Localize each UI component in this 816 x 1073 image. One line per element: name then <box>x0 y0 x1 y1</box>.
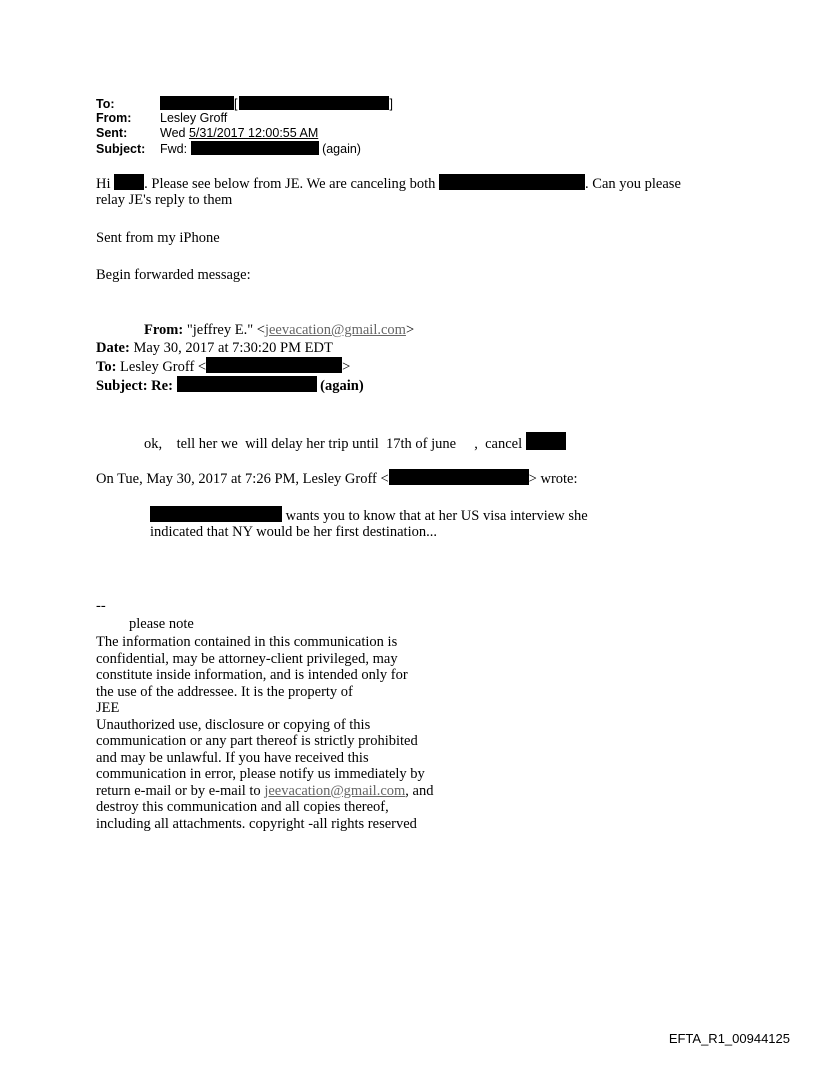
fwd-date-row <box>96 340 333 357</box>
redaction-block <box>150 506 282 522</box>
header-to-bracket-open: [ <box>234 97 238 111</box>
sent-from-iphone: Sent from my iPhone <box>96 230 220 246</box>
header-to-row <box>96 96 393 112</box>
footer-disclaimer <box>96 634 433 832</box>
footer-return-pre: return e-mail or by e-mail to <box>96 782 265 799</box>
footer-line: communication in error, please notify us immediately by <box>96 766 425 782</box>
quoted-line-1-text: wants you to know that at her US visa interview she <box>285 508 588 524</box>
fwd-subject-row <box>96 376 364 395</box>
header-to-label: To: <box>96 97 115 111</box>
footer-return-post: , and <box>405 782 434 799</box>
footer-return-line <box>96 783 433 800</box>
header-subject-prefix: Fwd: <box>160 142 188 156</box>
greeting: Hi <box>96 176 111 192</box>
redaction-block <box>239 96 389 110</box>
header-subject-label: Subject: <box>96 142 146 156</box>
message-line-2: relay JE's reply to them <box>96 192 233 208</box>
header-subject-row <box>96 141 361 157</box>
message-line-1-mid: . Please see below from JE. We are canceling both <box>144 176 436 192</box>
header-sent-row <box>96 126 318 141</box>
fwd-from-close: > <box>405 322 415 338</box>
message-line-1 <box>96 174 681 193</box>
fwd-from-label: From: <box>144 322 184 338</box>
quoted-line-2: indicated that NY would be her first destination... <box>150 524 437 540</box>
footer-line: Unauthorized use, disclosure or copying of this <box>96 716 371 733</box>
footer-dashes: -- <box>96 598 106 614</box>
header-from-value: Lesley Groff <box>160 111 228 125</box>
footer-line: constitute inside information, and is intended only for <box>96 667 408 683</box>
quoted-intro-end: > wrote: <box>528 471 578 487</box>
redaction-block <box>177 376 317 392</box>
footer-email-link[interactable]: jeevacation@gmail.com <box>264 782 406 799</box>
quoted-intro: On Tue, May 30, 2017 at 7:26 PM, Lesley Groff < <box>96 471 389 487</box>
fwd-to-close: > <box>342 359 351 375</box>
redaction-block <box>191 141 319 155</box>
page-id: EFTA_R1_00944125 <box>668 1031 790 1046</box>
redaction-block <box>439 174 585 190</box>
header-from-label: From: <box>96 111 132 125</box>
header-sent-value: 5/31/2017 12:00:55 AM <box>188 126 319 140</box>
quoted-line-1 <box>150 506 588 525</box>
redaction-block <box>160 96 234 110</box>
footer-line: The information contained in this communication is <box>96 634 398 650</box>
footer-line: and may be unlawful. If you have received this <box>96 749 369 766</box>
fwd-subject-label: Subject: Re: <box>96 378 173 394</box>
fwd-from-row <box>144 322 414 339</box>
fwd-from-name: "jeffrey E." < <box>186 322 265 338</box>
footer-please-note: please note <box>129 616 194 632</box>
redaction-block <box>114 174 144 190</box>
header-sent-day: Wed <box>160 126 189 140</box>
fwd-to-row <box>96 357 350 376</box>
fwd-to-value: Lesley Groff < <box>120 359 207 375</box>
header-sent-label: Sent: <box>96 126 128 140</box>
reply-line <box>144 432 566 453</box>
footer-line: the use of the addressee. It is the property of <box>96 683 353 700</box>
footer-line: JEE <box>96 700 120 716</box>
header-subject-suffix: (again) <box>322 142 361 156</box>
header-to-bracket-close: ] <box>389 97 393 111</box>
footer-line: including all attachments. copyright -all rights reserved <box>96 815 417 832</box>
header-from-row <box>96 111 227 126</box>
fwd-subject-suffix: (again) <box>320 378 364 394</box>
footer-line: communication or any part thereof is strictly prohibited <box>96 733 418 749</box>
redaction-block <box>389 469 529 485</box>
footer-line: confidential, may be attorney-client privileged, may <box>96 650 398 667</box>
begin-forwarded: Begin forwarded message: <box>96 267 251 283</box>
fwd-from-email-link[interactable]: jeevacation@gmail.com <box>264 322 406 338</box>
redaction-block <box>206 357 342 373</box>
fwd-date-value: May 30, 2017 at 7:30:20 PM EDT <box>133 340 333 356</box>
fwd-to-label: To: <box>96 359 117 375</box>
reply-text: ok, tell her we will delay her trip until 17th of june , cancel <box>144 436 523 452</box>
footer-line: destroy this communication and all copies thereof, <box>96 799 389 815</box>
fwd-date-label: Date: <box>96 340 130 356</box>
redaction-block <box>526 432 566 450</box>
quoted-intro-row <box>96 469 578 488</box>
message-line-1-end: . Can you please <box>585 176 681 192</box>
